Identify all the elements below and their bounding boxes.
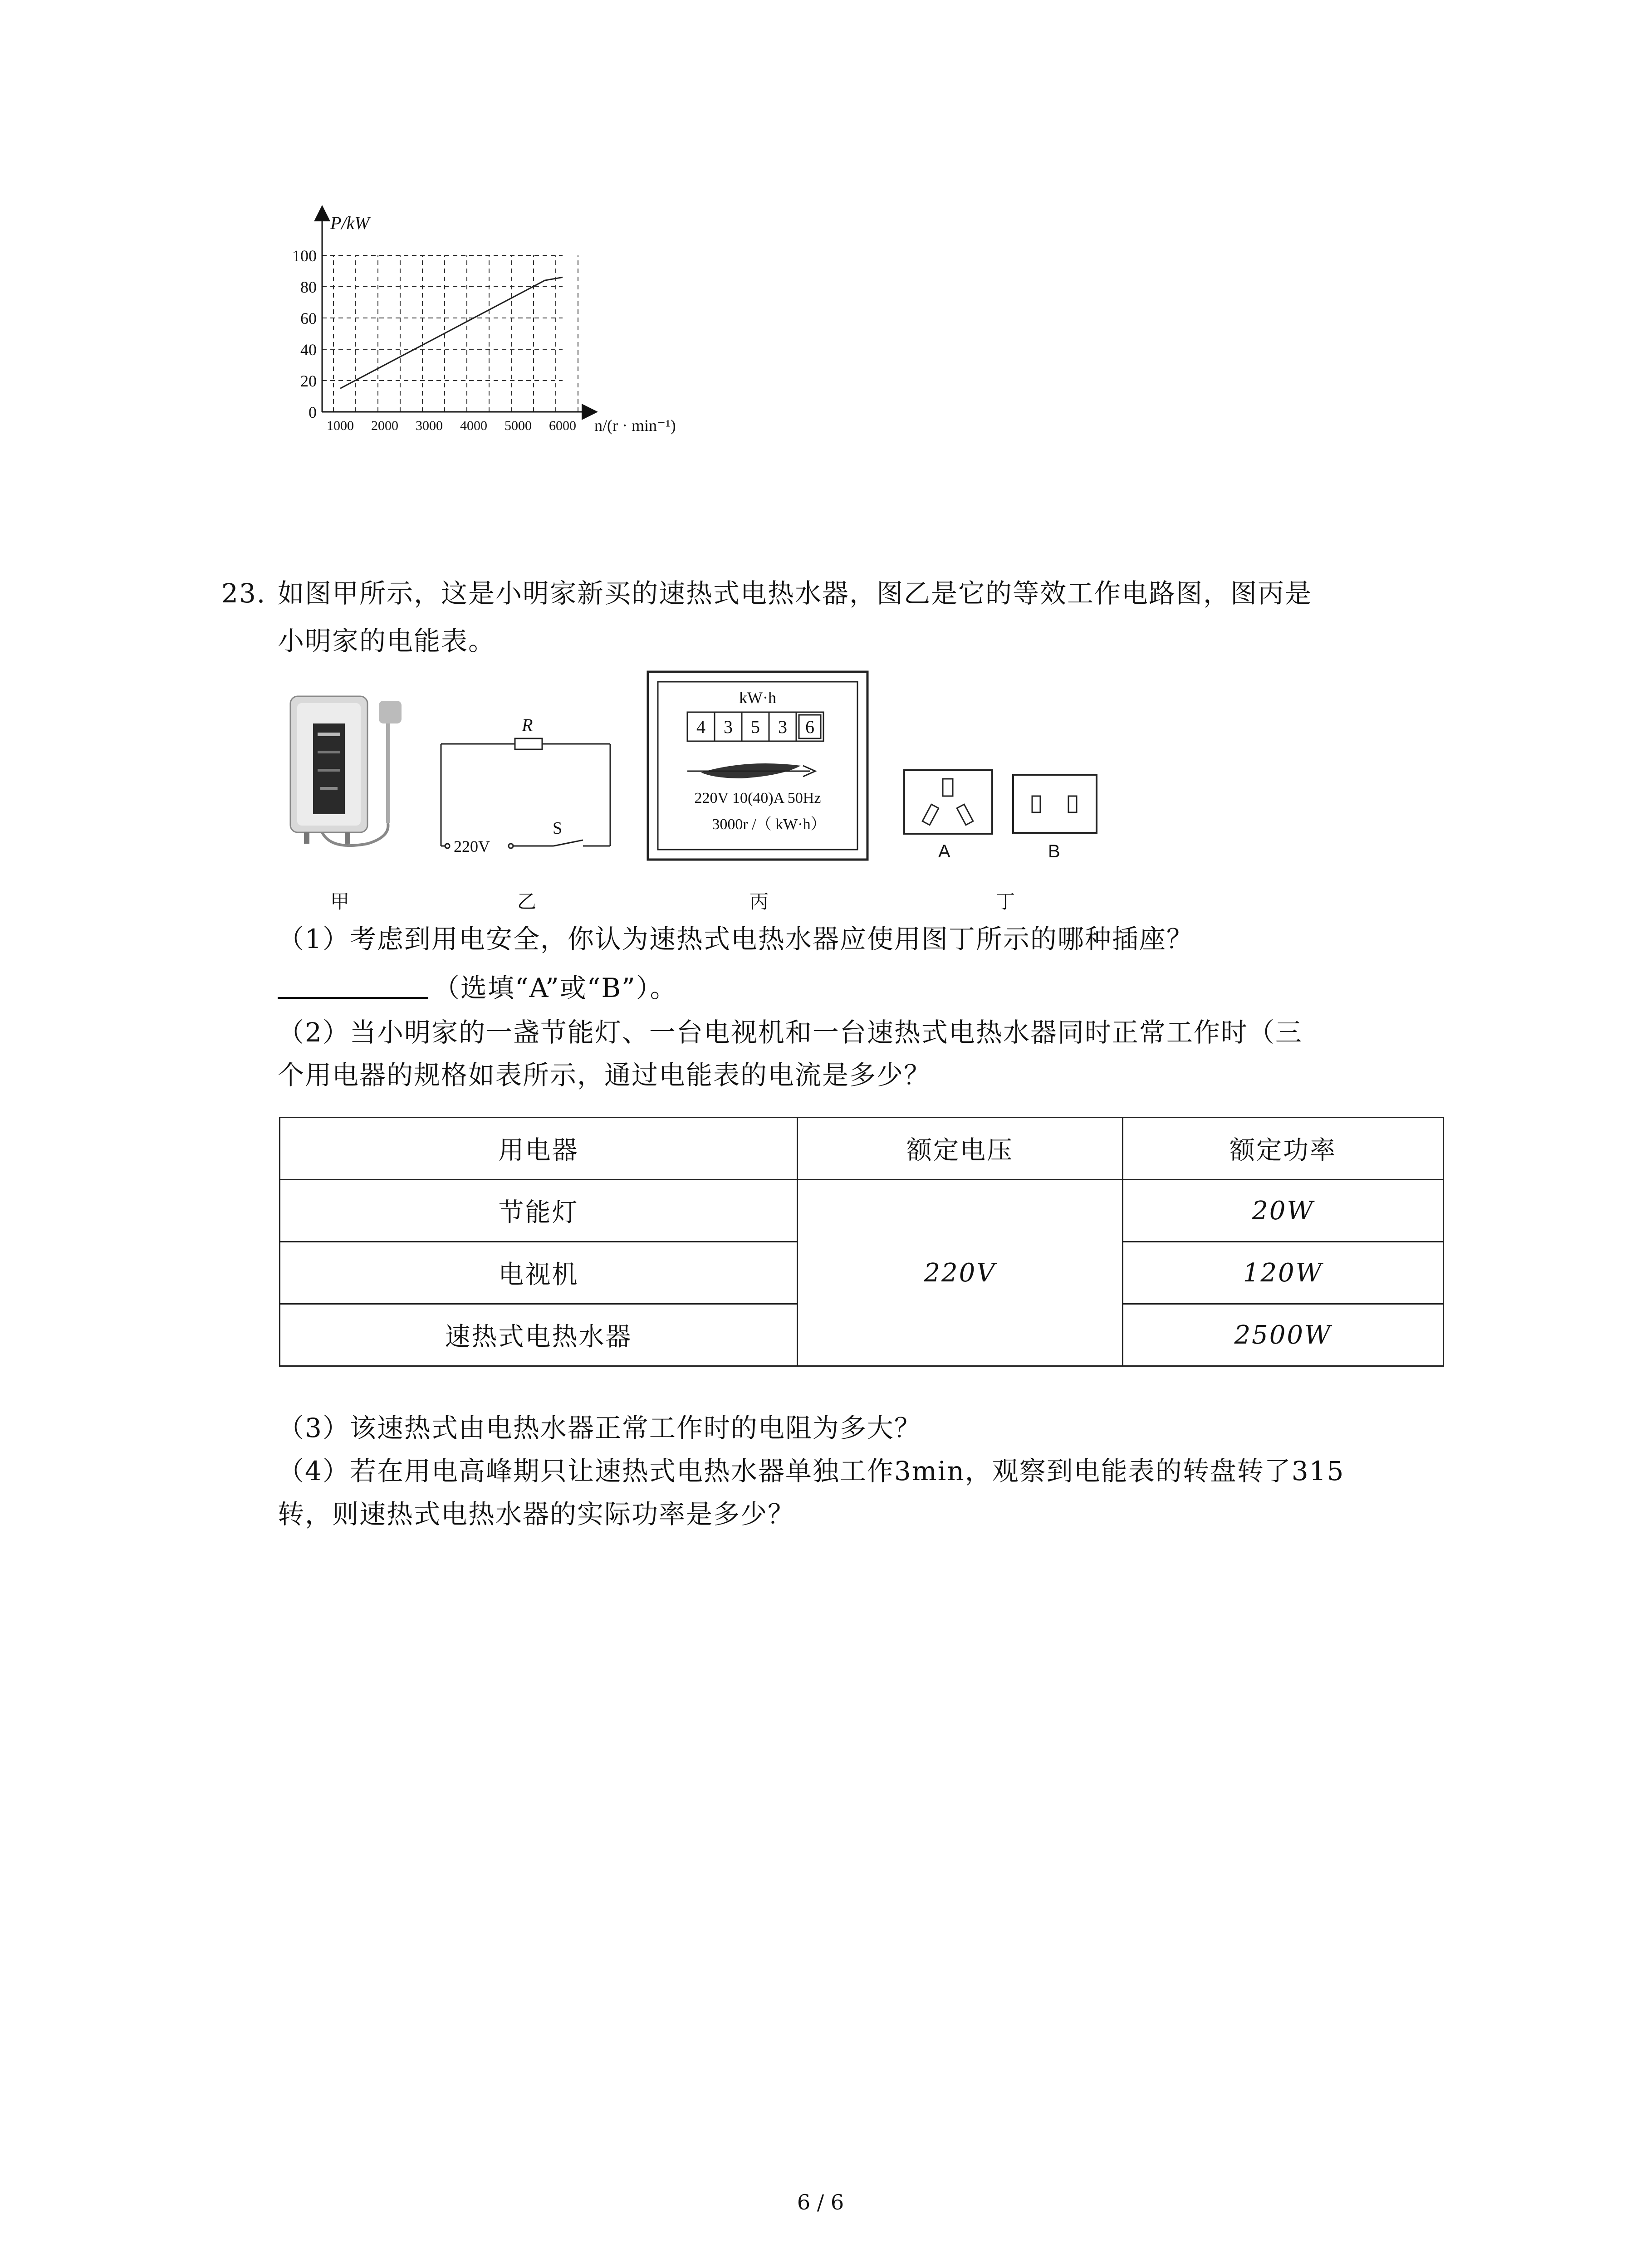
- resistor-label: R: [522, 715, 533, 735]
- caption-ding: 丁: [996, 890, 1015, 913]
- appliance-spec-table: [279, 1117, 1444, 1367]
- socket-a: [903, 769, 994, 841]
- question-intro-line1: 如图甲所示，这是小明家新买的速热式电热水器，图乙是它的等效工作电路图，图丙是: [278, 578, 1313, 609]
- graph-grid: [322, 255, 578, 412]
- sub3-line: （3）该速热式由电热水器正常工作时的电阻为多大？: [278, 1413, 921, 1443]
- x-tick-label: 5000: [505, 418, 532, 433]
- table-cell-appliance: 速热式电热水器: [280, 1304, 798, 1366]
- caption-bing: 丙: [749, 890, 769, 913]
- voltage-label: 220V: [454, 837, 490, 855]
- sub1-fill-hint: （选填“A”或“B”）。: [433, 973, 677, 1003]
- y-tick-label: 40: [300, 341, 317, 359]
- x-tick-label: 2000: [371, 418, 398, 433]
- switch-symbol: [554, 840, 583, 846]
- question-number: 23.: [221, 578, 266, 609]
- y-tick-label: 80: [300, 278, 317, 296]
- x-tick-label: 3000: [416, 418, 443, 433]
- x-tick-label: 1000: [327, 418, 354, 433]
- x-axis-label: n/(r · min⁻¹): [594, 416, 676, 435]
- socket-a-label: A: [938, 841, 950, 861]
- sub1-line1: （1）考虑到用电安全，你认为速热式电热水器应使用图丁所示的哪种插座？: [278, 924, 1194, 954]
- table-header-appliance: 用电器: [280, 1118, 798, 1180]
- y-tick-labels: [292, 247, 317, 421]
- y-tick-label: 0: [309, 403, 317, 421]
- power-curve: [340, 277, 563, 388]
- meter-digits: [687, 712, 823, 741]
- circuit-diagram: [431, 708, 622, 862]
- x-tick-label: 4000: [460, 418, 487, 433]
- question-intro-line2: 小明家的电能表。: [278, 626, 496, 656]
- sub2-line1: （2）当小明家的一盏节能灯、一台电视机和一台速热式电热水器同时正常工作时（三: [278, 1017, 1303, 1048]
- table-cell-appliance: 电视机: [280, 1242, 798, 1304]
- answer-blank-1[interactable]: [278, 997, 428, 999]
- x-tick-labels: [327, 418, 576, 433]
- table-row: [280, 1180, 1444, 1242]
- table-header-power: 额定功率: [1123, 1118, 1444, 1180]
- socket-b-label: B: [1048, 841, 1060, 861]
- caption-jia: 甲: [330, 890, 350, 913]
- power-speed-graph: [254, 195, 753, 449]
- sub4-line2: 转，则速热式电热水器的实际功率是多少？: [278, 1499, 795, 1530]
- y-axis-label: P/kW: [330, 213, 370, 233]
- meter-unit: kW·h: [739, 689, 776, 707]
- meter-digit: 5: [751, 717, 760, 737]
- table-cell-power: 2500W: [1123, 1304, 1444, 1366]
- meter-digit: 3: [724, 717, 733, 737]
- table-cell-power: 120W: [1123, 1242, 1444, 1304]
- meter-spec-line2: 3000r /（ kW·h）: [712, 816, 826, 833]
- table-cell-power: 20W: [1123, 1180, 1444, 1242]
- meter-spec-line1: 220V 10(40)A 50Hz: [694, 790, 821, 807]
- meter-digit: 3: [778, 717, 787, 737]
- table-cell-appliance: 节能灯: [280, 1180, 798, 1242]
- y-tick-label: 100: [292, 247, 317, 265]
- meter-digit: 6: [805, 717, 814, 737]
- sub4-line1: （4）若在用电高峰期只让速热式电热水器单独工作3min，观察到电能表的转盘转了315: [278, 1456, 1345, 1486]
- meter-digit: 4: [696, 717, 705, 737]
- y-tick-label: 20: [300, 372, 317, 390]
- y-tick-label: 60: [300, 309, 317, 327]
- resistor-symbol: [515, 738, 542, 749]
- table-cell-voltage: 220V: [798, 1180, 1123, 1366]
- switch-label: S: [553, 819, 563, 838]
- x-tick-label: 6000: [549, 418, 576, 433]
- sub2-line2: 个用电器的规格如表所示，通过电能表的电流是多少？: [278, 1060, 931, 1090]
- socket-b: [1012, 773, 1098, 837]
- table-header-voltage: 额定电压: [798, 1118, 1123, 1180]
- page-number: 6 / 6: [797, 2190, 844, 2214]
- energy-meter: [647, 670, 869, 861]
- water-heater-image: [277, 687, 449, 855]
- caption-yi: 乙: [517, 890, 537, 913]
